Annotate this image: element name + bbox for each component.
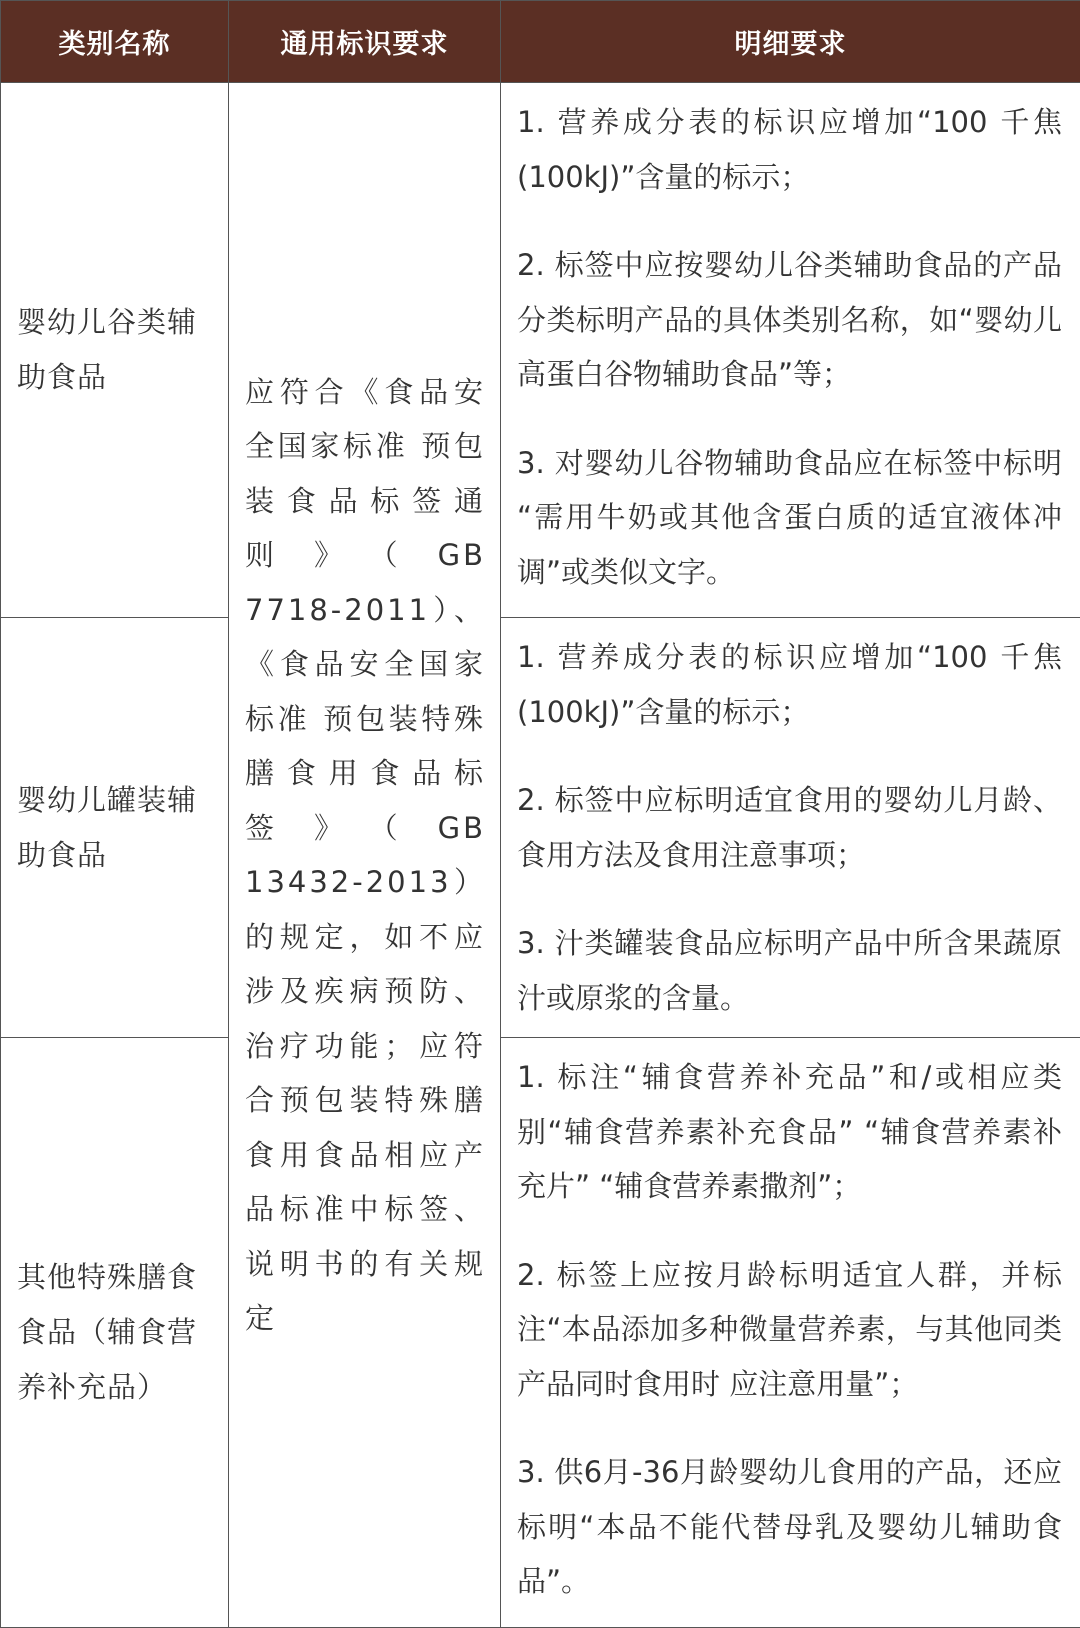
detail-item: 2. 标签中应按婴幼儿谷类辅助食品的产品分类标明产品的具体类别名称，如“婴幼儿高蛋白谷物辅助食品”等；	[517, 238, 1062, 402]
general-requirement-cell: 应符合《食品安全国家标准 预包装食品标签通则》（GB 7718-2011）、《食品安全国家标准 预包装特殊膳食用食品标签》（GB 13432-2013）的规定，如不应涉及疾病预防、治疗功能；应符合预包装特殊膳食用食品相应产品标准中标签、说明书的有关规定	[229, 83, 501, 1628]
category-cell: 婴幼儿罐装辅助食品	[1, 618, 229, 1038]
detail-item: 3. 供6月-36月龄婴幼儿食用的产品，还应标明“本品不能代替母乳及婴幼儿辅助食品”。	[517, 1445, 1062, 1609]
detail-cell	[501, 83, 1080, 618]
header-general-requirement: 通用标识要求	[229, 1, 501, 83]
detail-item: 1. 标注“辅食营养补充品”和/或相应类别“辅食营养素补充食品” “辅食营养素补充片” “辅食营养素撒剂”；	[517, 1050, 1062, 1214]
detail-item: 2. 标签中应标明适宜食用的婴幼儿月龄、食用方法及食用注意事项；	[517, 773, 1062, 882]
table-header-row	[1, 1, 1080, 83]
table-row	[1, 1038, 1080, 1628]
detail-item: 1. 营养成分表的标识应增加“100 千焦(100kJ)”含量的标示；	[517, 630, 1062, 739]
detail-item: 1. 营养成分表的标识应增加“100 千焦(100kJ)”含量的标示；	[517, 95, 1062, 204]
detail-item: 3. 汁类罐装食品应标明产品中所含果蔬原汁或原浆的含量。	[517, 916, 1062, 1025]
table-row	[1, 83, 1080, 618]
detail-item: 3. 对婴幼儿谷物辅助食品应在标签中标明 “需用牛奶或其他含蛋白质的适宜液体冲调”或类似文字。	[517, 436, 1062, 600]
detail-cell	[501, 1038, 1080, 1628]
table-row	[1, 618, 1080, 1038]
detail-item: 2. 标签上应按月龄标明适宜人群，并标注“本品添加多种微量营养素，与其他同类产品同时食用时 应注意用量”；	[517, 1248, 1062, 1412]
header-category: 类别名称	[1, 1, 229, 83]
header-detail-requirement: 明细要求	[501, 1, 1080, 83]
category-cell: 婴幼儿谷类辅助食品	[1, 83, 229, 618]
detail-cell	[501, 618, 1080, 1038]
category-cell: 其他特殊膳食食品（辅食营养补充品）	[1, 1038, 229, 1628]
